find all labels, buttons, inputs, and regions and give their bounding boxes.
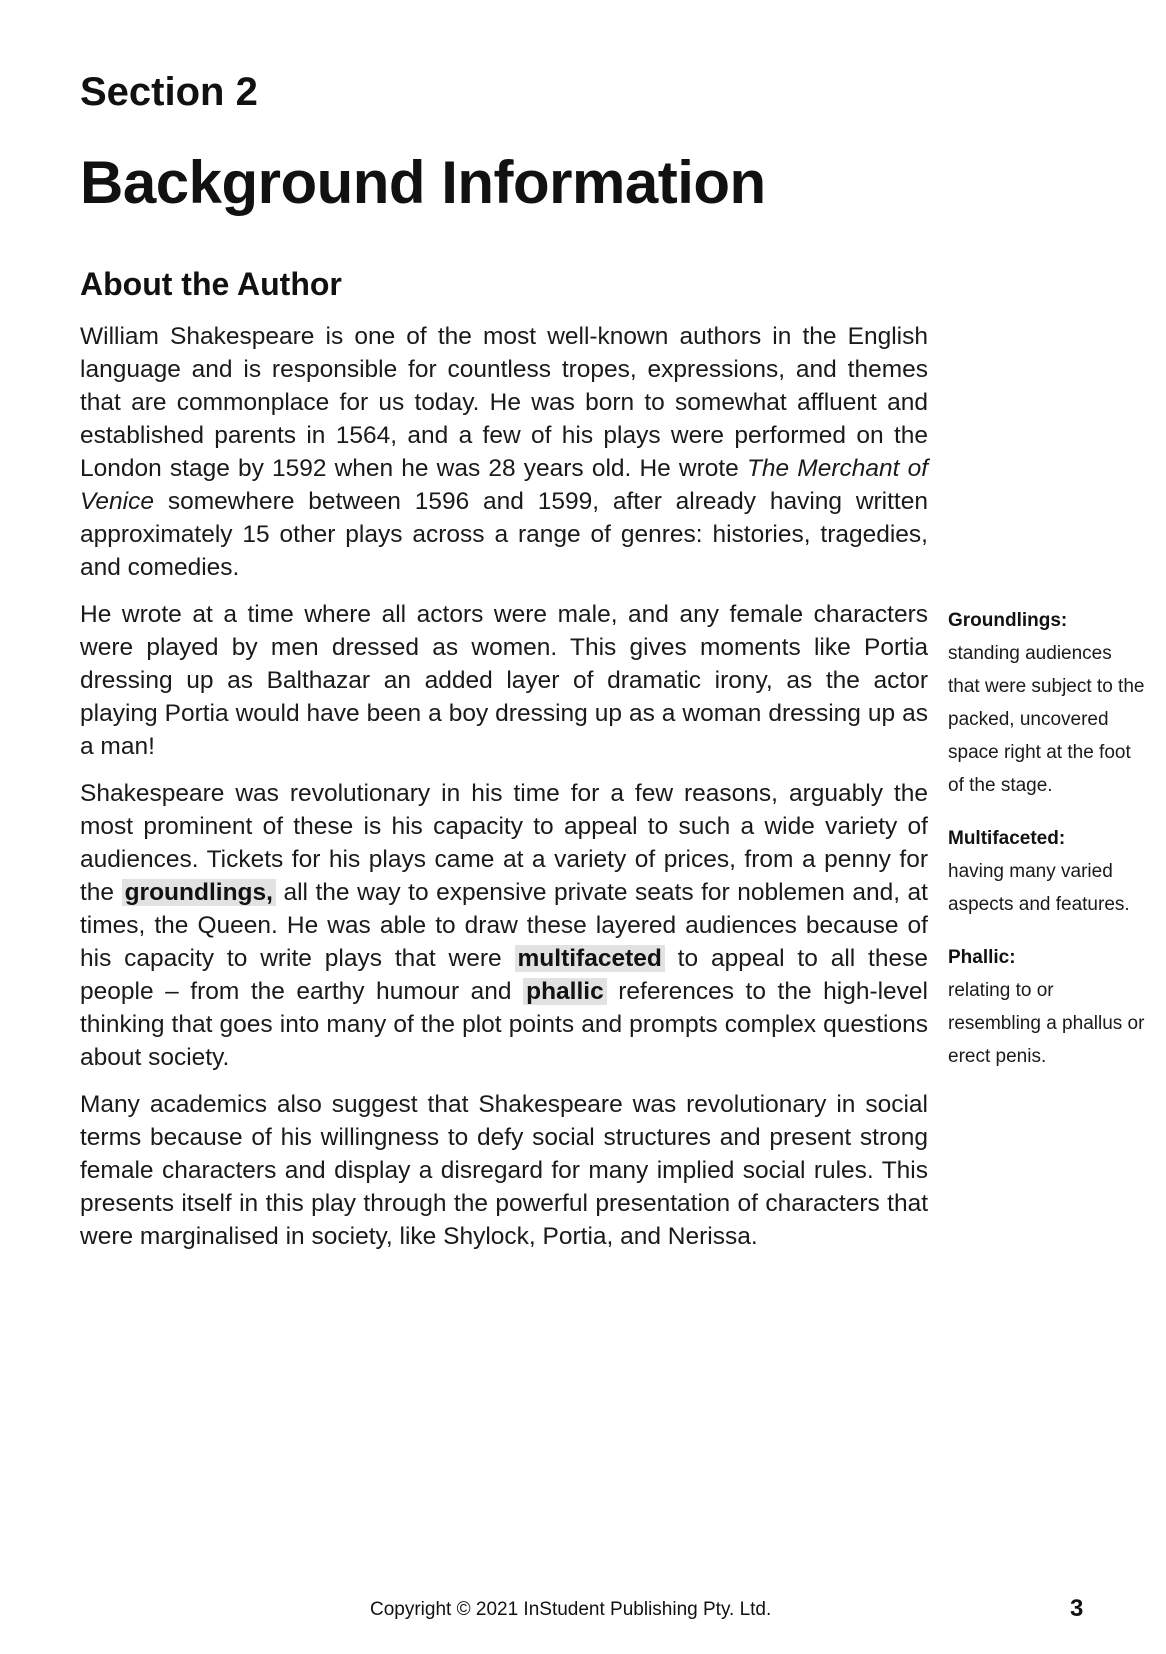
glossary-definition: standing audiences that were subject to the packed, uncovered space right at the foot of the stage.	[948, 643, 1145, 796]
subheading-about-author: About the Author	[80, 266, 342, 302]
section-label: Section 2	[80, 70, 258, 114]
paragraph-3-text: Shakespeare was revolutionary in his time for a few reasons, arguably the most prominent of these is his capacity to appeal to such a wide variety of audiences. Tickets for his plays came at a variety of prices, from a penny for the	[80, 780, 928, 906]
body-text	[80, 320, 928, 1267]
glossary-term: Multifaceted:	[948, 828, 1066, 849]
highlighted-term-phallic: phallic	[523, 978, 607, 1005]
paragraph-3	[80, 777, 928, 1074]
glossary-entry-multifaceted	[948, 822, 1148, 921]
glossary-definition: relating to or resembling a phallus or erect penis.	[948, 980, 1145, 1067]
glossary-entry-groundlings	[948, 604, 1148, 802]
play-title: The Merchant of Venice	[80, 455, 928, 515]
paragraph-3-text-4: references to the high-level thinking that goes into many of the plot points and prompts complex questions about society.	[80, 978, 929, 1071]
paragraph-3-text-3: to appeal to all these people – from the earthy humour and	[80, 945, 928, 1005]
page-footer	[0, 1597, 1166, 1627]
glossary-definition: having many varied aspects and features.	[948, 861, 1130, 915]
glossary-sidebar	[948, 604, 1148, 1093]
glossary-term: Groundlings:	[948, 610, 1068, 631]
highlighted-term-groundlings: groundlings,	[122, 879, 276, 906]
glossary-entry-phallic	[948, 941, 1148, 1073]
paragraph-1-text-cont: somewhere between 1596 and 1599, after already having written approximately 15 other plays across a range of genres: histories, tragedies, and comedies.	[80, 488, 928, 581]
page-number: 3	[1070, 1595, 1084, 1622]
highlighted-term-multifaceted: multifaceted	[515, 945, 665, 972]
paragraph-1-text: William Shakespeare is one of the most well-known authors in the English language and is responsible for countless tropes, expressions, and themes that are commonplace for us today. He was born to somewhat affluent and established parents in 1564, and a few of his plays were performed on the London stage by 1592 when he was 28 years old. He wrote	[80, 323, 928, 482]
copyright-notice: Copyright © 2021 InStudent Publishing Pty. Ltd.	[370, 1599, 772, 1620]
paragraph-3-text-2: all the way to expensive private seats for noblemen and, at times, the Queen. He was able to draw these layered audiences because of his capacity to write plays that were	[80, 879, 928, 972]
paragraph-4: Many academics also suggest that Shakespeare was revolutionary in social terms because of his willingness to defy social structures and present strong female characters and display a disregard for many implied social rules. This presents itself in this play through the powerful presentation of characters that were marginalised in society, like Shylock, Portia, and Nerissa.	[80, 1091, 928, 1250]
paragraph-1	[80, 320, 928, 584]
page-title: Background Information	[80, 149, 766, 216]
glossary-term: Phallic:	[948, 947, 1016, 968]
paragraph-2: He wrote at a time where all actors were male, and any female characters were played by men dressed as women. This gives moments like Portia dressing up as Balthazar an added layer of dramatic irony, as the actor playing Portia would have been a boy dressing up as a woman dressing up as a man!	[80, 601, 928, 760]
